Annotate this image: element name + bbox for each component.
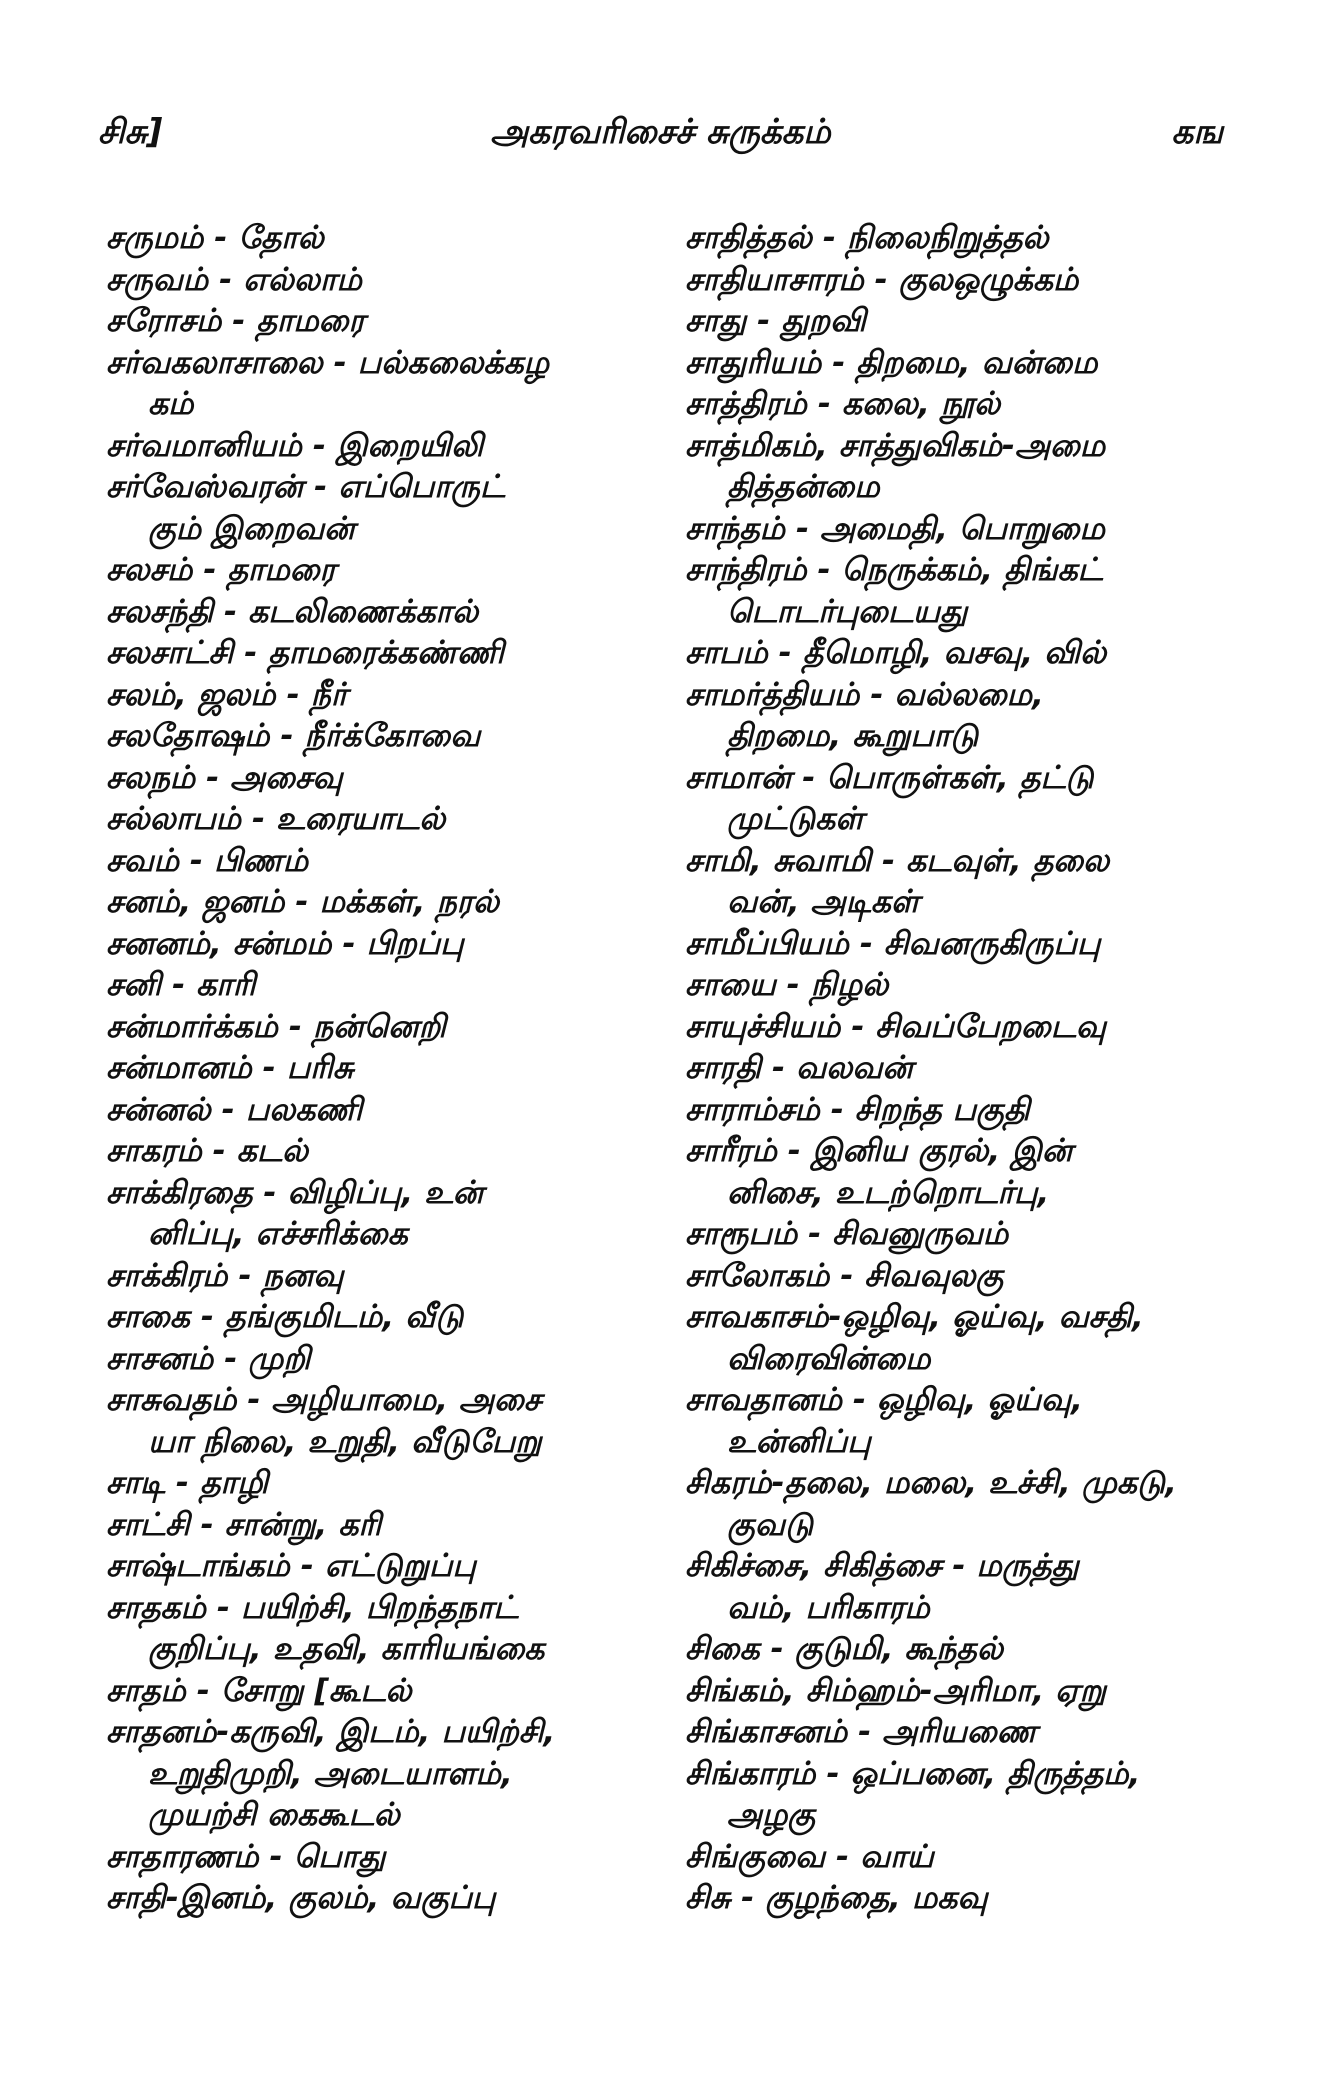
right-column — [685, 218, 1225, 1920]
entry-line: சலசாட்சி - தாமரைக்கண்ணி — [106, 635, 504, 671]
dictionary-entry — [106, 1505, 646, 1547]
dictionary-entry — [106, 882, 646, 924]
dictionary-entry — [685, 1214, 1225, 1256]
dictionary-entry — [685, 1090, 1225, 1132]
entry-continuation: உறுதிமுறி, அடையாளம், — [148, 1755, 513, 1792]
entry-line: சாத்திரம் - கலை, நூல் — [685, 386, 1001, 422]
entry-line: சரோசம் - தாமரை — [106, 303, 365, 339]
dictionary-entry — [685, 343, 1225, 385]
entry-line: சிசு - குழந்தை, மகவு — [685, 1880, 988, 1916]
entry-continuation: குவடு — [727, 1506, 814, 1543]
entry-line: சாலோகம் - சிவவுலகு — [685, 1257, 1004, 1294]
entry-line: சர்வமானியம் - இறையிலி — [106, 427, 484, 464]
entry-line: சர்வகலாசாலை - பல்கலைக்கழ — [106, 344, 549, 381]
entry-continuation: முட்டுகள் — [727, 801, 864, 837]
dictionary-entry — [685, 1878, 1225, 1920]
entry-line: சாந்திரம் - நெருக்கம், திங்கட் — [685, 552, 1103, 588]
dictionary-entry — [106, 1007, 646, 1049]
entry-line: சாசுவதம் - அழியாமை, அசை — [106, 1382, 542, 1418]
dictionary-entry — [106, 1463, 646, 1505]
entry-line: சாவகாசம்-ஒழிவு, ஓய்வு, வசதி, — [685, 1299, 1144, 1335]
entry-line: சாக்கிரம் - நனவு — [106, 1257, 344, 1294]
entry-line: சலசந்தி - கடலிணைக்கால் — [106, 593, 479, 630]
entry-line: சிகரம்-தலை, மலை, உச்சி, முகடு, — [685, 1465, 1177, 1501]
entry-continuation: னிப்பு, எச்சரிக்கை — [148, 1216, 408, 1252]
entry-line: சாதியாசாரம் - குலஒழுக்கம் — [685, 261, 1079, 298]
dictionary-entry — [685, 1048, 1225, 1090]
entry-line: சாட்சி - சான்று, கரி — [106, 1506, 382, 1543]
entry-line: சாரீரம் - இனிய குரல், இன் — [685, 1133, 1073, 1169]
entry-line: சவம் - பிணம் — [106, 842, 309, 879]
entry-line: சாமர்த்தியம் - வல்லமை, — [685, 676, 1044, 713]
entry-line: சாதம் - சோறு [கூடல் — [106, 1672, 412, 1709]
entry-line: சன்மார்க்கம் - நன்னெறி — [106, 1008, 446, 1045]
dictionary-entry — [106, 1712, 646, 1837]
entry-line: சனம், ஜனம் - மக்கள், நரல் — [106, 884, 500, 920]
dictionary-entry — [106, 1671, 646, 1713]
dictionary-entry — [685, 1007, 1225, 1049]
entry-line: சிகிச்சை, சிகித்சை - மருத்து — [685, 1548, 1079, 1584]
dictionary-entry — [106, 1131, 646, 1173]
entry-line: சாமான் - பொருள்கள், தட்டு — [685, 759, 1094, 796]
dictionary-entry — [106, 1090, 646, 1132]
dictionary-entry — [106, 1878, 646, 1920]
dictionary-entry — [685, 1463, 1225, 1546]
entry-line: சர்வேஸ்வரன் - எப்பொருட் — [106, 469, 505, 505]
dictionary-entry — [685, 1546, 1225, 1629]
dictionary-entry — [685, 1712, 1225, 1754]
entry-line: சிங்காசனம் - அரியணை — [685, 1714, 1037, 1750]
dictionary-entry — [685, 509, 1225, 551]
dictionary-entry — [685, 675, 1225, 758]
entry-line: சலநம் - அசைவு — [106, 759, 343, 796]
dictionary-entry — [106, 633, 646, 675]
dictionary-entry — [685, 1380, 1225, 1463]
entry-line: சலதோஷம் - நீர்க்கோவை — [106, 718, 481, 754]
entry-continuation: விரைவின்மை — [727, 1340, 931, 1377]
dictionary-entry — [685, 924, 1225, 966]
dictionary-entry — [685, 301, 1225, 343]
dictionary-entry — [106, 467, 646, 550]
dictionary-entry — [106, 716, 646, 758]
entry-line: சிங்கம், சிம்ஹம்-அரிமா, ஏறு — [685, 1672, 1107, 1709]
entry-line: சாந்தம் - அமைதி, பொறுமை — [685, 510, 1105, 547]
entry-line: சாவதானம் - ஒழிவு, ஓய்வு, — [685, 1382, 1083, 1418]
entry-line: சாதகம் - பயிற்சி, பிறந்தநாட் — [106, 1589, 519, 1626]
page-label: சிசு] — [98, 112, 163, 152]
entry-line: சாஷ்டாங்கம் - எட்டுறுப்பு — [106, 1548, 476, 1584]
entry-line: சலசம் - தாமரை — [106, 552, 336, 588]
entry-continuation: வம், பரிகாரம் — [727, 1589, 930, 1626]
dictionary-entry — [106, 260, 646, 302]
entry-line: சிங்காரம் - ஒப்பனை, திருத்தம், — [685, 1755, 1141, 1792]
dictionary-entry — [685, 384, 1225, 426]
entry-line: சனி - காரி — [106, 967, 256, 1003]
entry-line: சாதி-இனம், குலம், வகுப்பு — [106, 1880, 496, 1916]
entry-line: சாகரம் - கடல் — [106, 1133, 309, 1169]
dictionary-entry — [106, 1256, 646, 1298]
entry-continuation: குறிப்பு, உதவி, காரியங்கை — [148, 1631, 545, 1667]
entry-line: சாத்மிகம், சாத்துவிகம்-அமை — [685, 427, 1106, 464]
page-header — [98, 112, 1223, 172]
dictionary-entry — [106, 1173, 646, 1256]
entry-line: சருமம் - தோல் — [106, 220, 324, 256]
dictionary-entry — [106, 426, 646, 468]
dictionary-entry — [106, 841, 646, 883]
entry-continuation: முயற்சி கைகூடல் — [148, 1797, 400, 1833]
dictionary-entry — [106, 592, 646, 634]
entry-continuation: டொடர்புடையது — [727, 593, 968, 630]
entry-line: சிகை - குடுமி, கூந்தல் — [685, 1631, 1003, 1667]
dictionary-entry — [106, 758, 646, 800]
dictionary-entry — [685, 1671, 1225, 1713]
entry-line: சாதுரியம் - திறமை, வன்மை — [685, 344, 1098, 381]
entry-continuation: யா நிலை, உறுதி, வீடுபேறு — [148, 1423, 542, 1460]
entry-line: சாடி - தாழி — [106, 1465, 268, 1501]
dictionary-entry — [685, 633, 1225, 675]
dictionary-entry — [106, 1546, 646, 1588]
dictionary-entry — [685, 1297, 1225, 1380]
entry-continuation: கம் — [148, 386, 194, 422]
entry-line: சலம், ஜலம் - நீர் — [106, 676, 348, 713]
entry-line: சல்லாபம் - உரையாடல் — [106, 801, 446, 837]
dictionary-entry — [106, 924, 646, 966]
dictionary-entry — [106, 1339, 646, 1381]
entry-line: சன்மானம் - பரிசு — [106, 1050, 354, 1086]
dictionary-entry — [106, 1588, 646, 1671]
running-title: அகரவரிசைச் சுருக்கம் — [490, 112, 831, 152]
left-column — [106, 218, 646, 1920]
page-number: கங — [1171, 112, 1223, 152]
entry-continuation: உன்னிப்பு — [727, 1423, 871, 1460]
entry-line: சனனம், சன்மம் - பிறப்பு — [106, 925, 464, 962]
dictionary-entry — [685, 1131, 1225, 1214]
entry-line: சாதனம்-கருவி, இடம், பயிற்சி, — [106, 1714, 556, 1750]
dictionary-entry — [106, 1297, 646, 1339]
entry-continuation: னிசை, உடற்றொடர்பு, — [727, 1174, 1050, 1211]
entry-line: சாபம் - தீமொழி, வசவு, வில் — [685, 635, 1107, 671]
dictionary-entry — [106, 1048, 646, 1090]
dictionary-entry — [685, 1629, 1225, 1671]
dictionary-entry — [106, 1380, 646, 1463]
dictionary-entry — [685, 1256, 1225, 1298]
entry-line: சாராம்சம் - சிறந்த பகுதி — [685, 1091, 1030, 1128]
dictionary-entry — [106, 1837, 646, 1879]
dictionary-entry — [685, 218, 1225, 260]
entry-line: சாதித்தல் - நிலைநிறுத்தல் — [685, 220, 1049, 256]
entry-continuation: கும் இறைவன் — [148, 510, 355, 547]
entry-continuation: தித்தன்மை — [727, 469, 880, 505]
entry-line: சாமி, சுவாமி - கடவுள், தலை — [685, 842, 1110, 879]
entry-line: சாமீப்பியம் - சிவனருகிருப்பு — [685, 925, 1101, 962]
dictionary-entry — [685, 965, 1225, 1007]
entry-line: சாகை - தங்குமிடம், வீடு — [106, 1299, 464, 1335]
entry-continuation: அழகு — [727, 1797, 816, 1833]
entry-line: சாதாரணம் - பொது — [106, 1838, 386, 1875]
dictionary-entry — [106, 965, 646, 1007]
dictionary-entry — [106, 799, 646, 841]
dictionary-entry — [685, 426, 1225, 509]
dictionary-entry — [685, 841, 1225, 924]
dictionary-entry — [685, 1754, 1225, 1837]
dictionary-entry — [106, 550, 646, 592]
entry-line: சன்னல் - பலகணி — [106, 1091, 363, 1128]
dictionary-entry — [106, 675, 646, 717]
dictionary-entry — [106, 343, 646, 426]
entry-line: சருவம் - எல்லாம் — [106, 261, 362, 298]
entry-line: சிங்குவை - வாய் — [685, 1838, 934, 1875]
entry-line: சாயுச்சியம் - சிவப்பேறடைவு — [685, 1008, 1106, 1045]
dictionary-entry — [685, 550, 1225, 633]
dictionary-entry — [685, 260, 1225, 302]
dictionary-entry — [685, 1837, 1225, 1879]
entry-line: சாரதி - வலவன் — [685, 1050, 913, 1086]
entry-line: சாயை - நிழல் — [685, 967, 889, 1003]
dictionary-entry — [106, 218, 646, 260]
entry-line: சாசனம் - முறி — [106, 1340, 311, 1377]
entry-line: சாது - துறவி — [685, 303, 866, 339]
entry-continuation: திறமை, கூறுபாடு — [727, 718, 979, 754]
dictionary-entry — [685, 758, 1225, 841]
entry-line: சாரூபம் - சிவனுருவம் — [685, 1216, 1009, 1252]
entry-line: சாக்கிரதை - விழிப்பு, உன் — [106, 1174, 484, 1211]
dictionary-entry — [106, 301, 646, 343]
entry-continuation: வன், அடிகள் — [727, 884, 920, 920]
